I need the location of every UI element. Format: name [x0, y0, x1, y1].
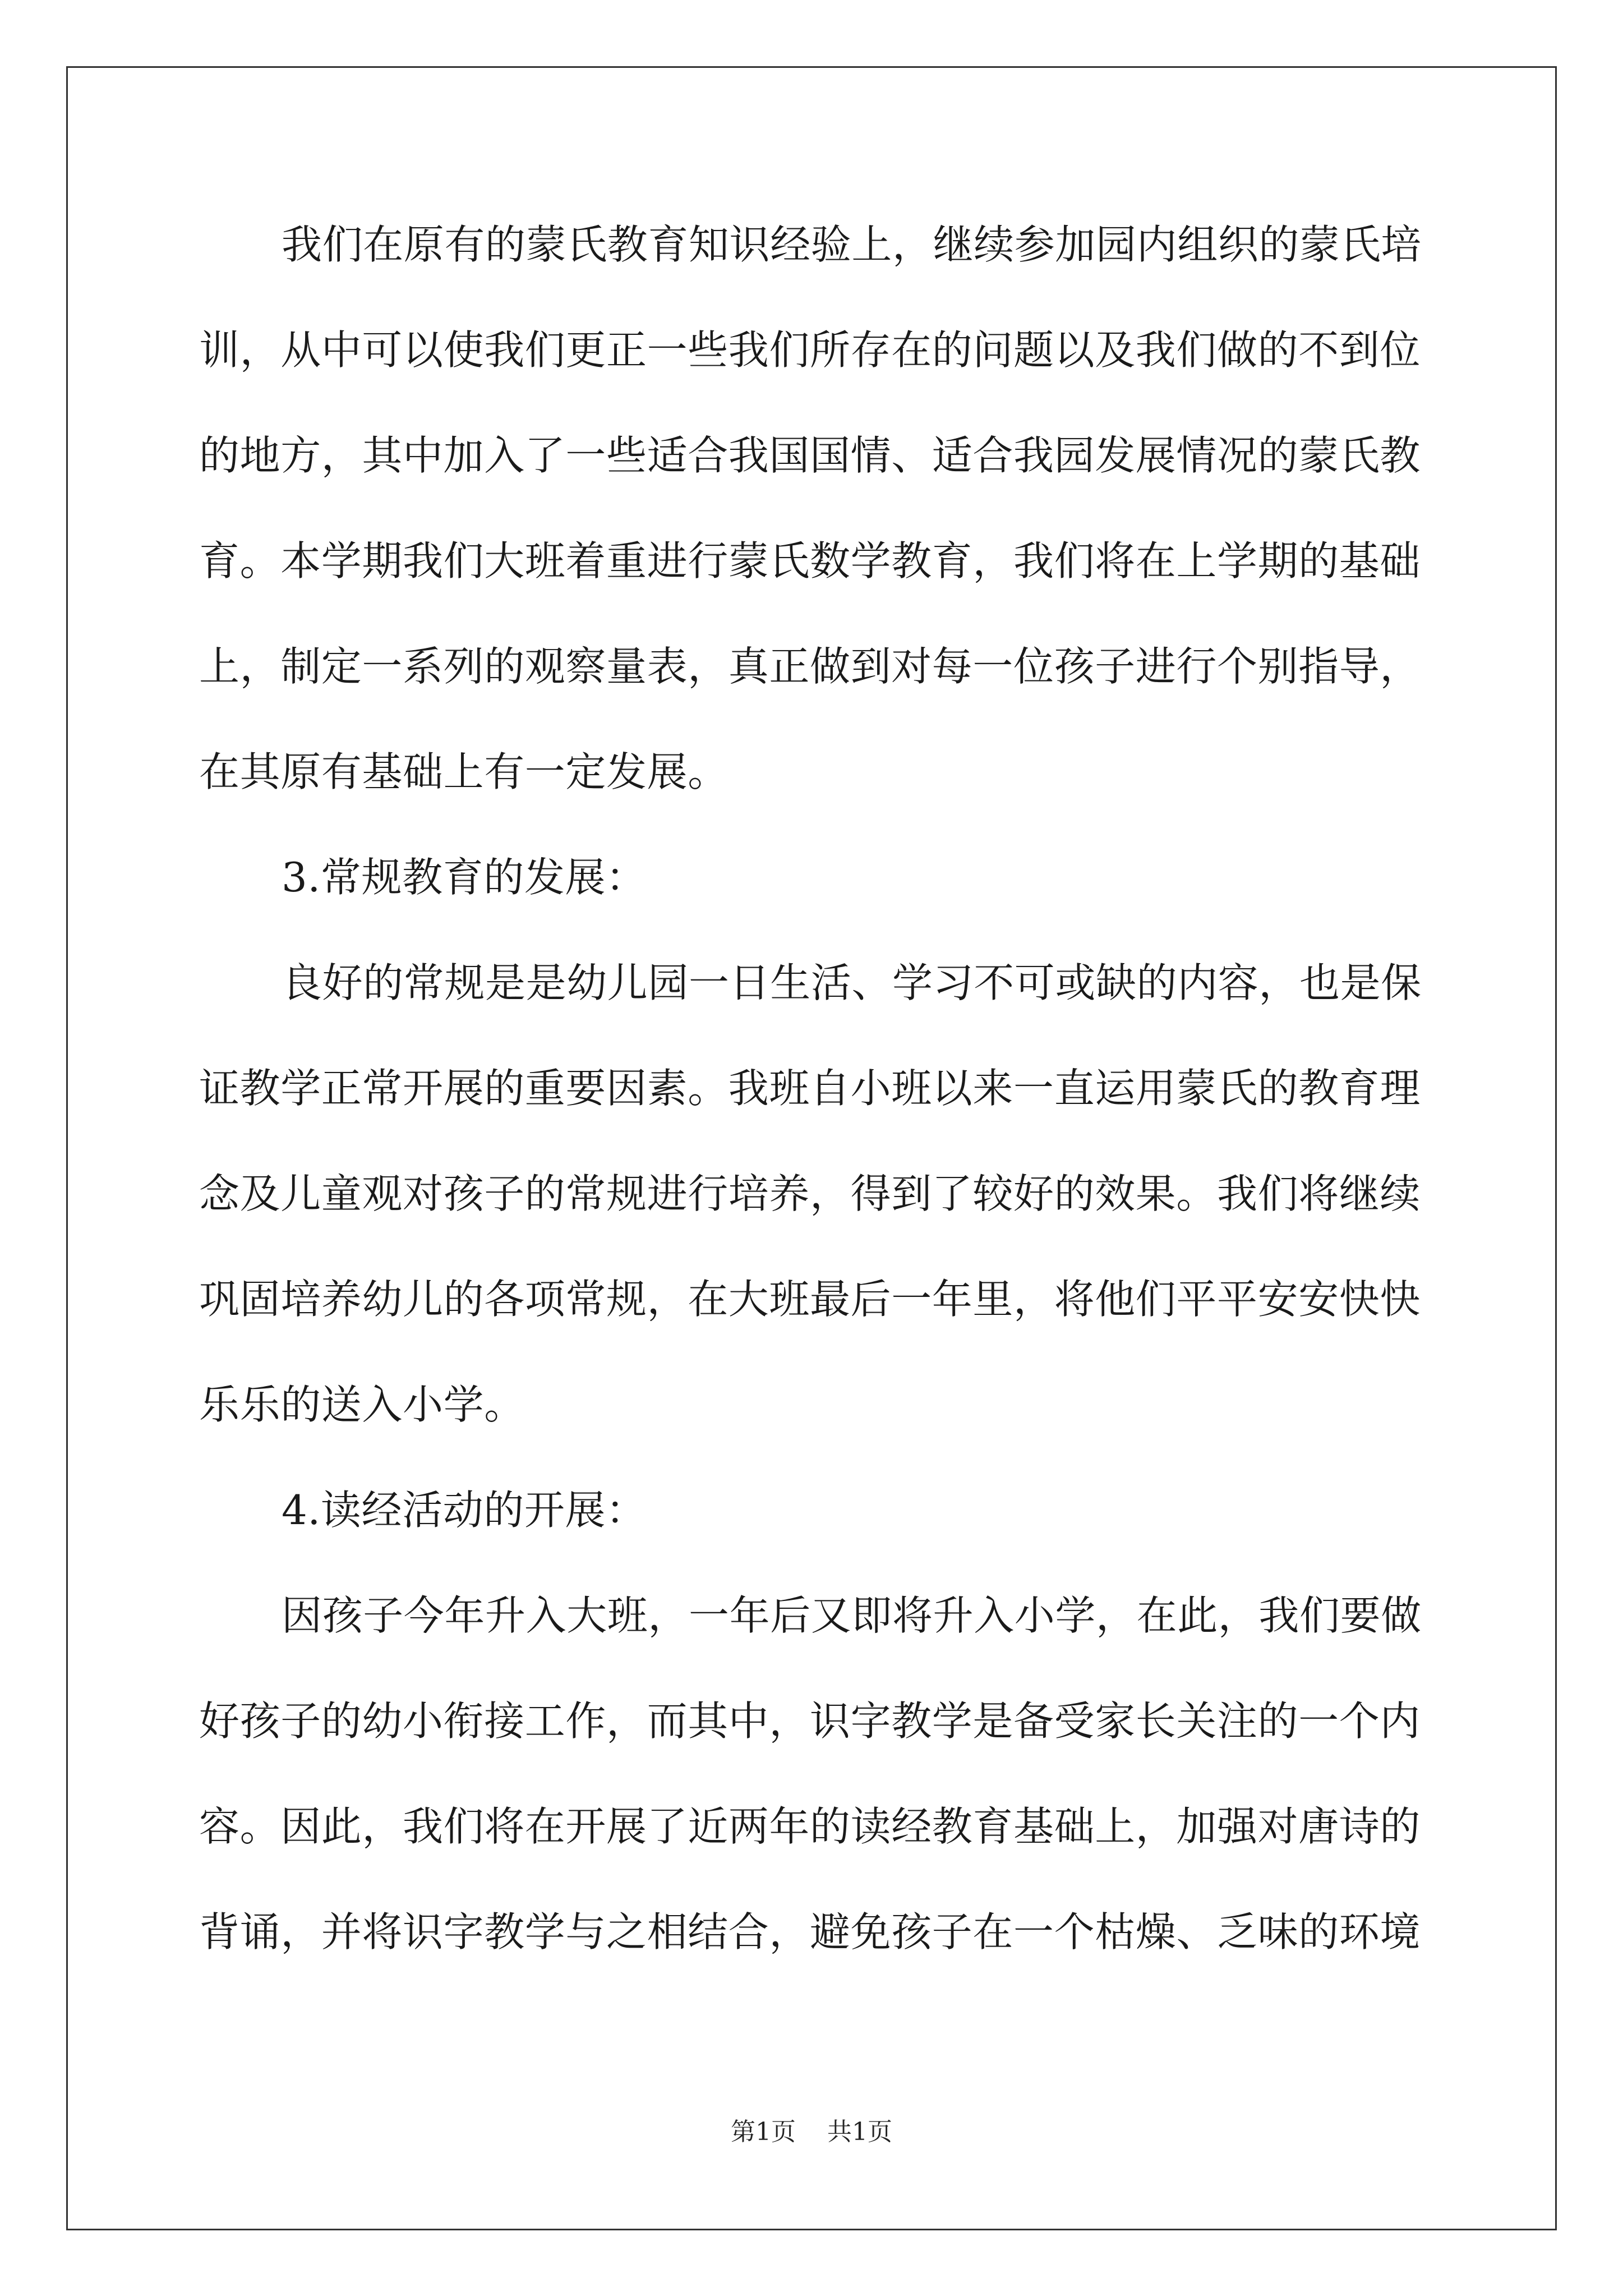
document-body: [199, 209, 1424, 2001]
text-line: 的地方，其中加入了一些适合我国国情、适合我园发展情况的蒙氏教: [199, 432, 1421, 479]
section-heading: 4.读经活动的开展：: [282, 1487, 647, 1534]
text-line: 证教学正常开展的重要因素。我班自小班以来一直运用蒙氏的教育理: [199, 1065, 1421, 1112]
text-line: 训，从中可以使我们更正一些我们所存在的问题以及我们做的不到位: [199, 326, 1421, 374]
text-line: 背诵，并将识字教学与之相结合，避免孩子在一个枯燥、乏味的环境: [199, 1908, 1421, 1955]
section-heading: 3.常规教育的发展：: [282, 854, 647, 901]
text-line: 巩固培养幼儿的各项常规，在大班最后一年里，将他们平平安安快快: [199, 1276, 1421, 1323]
text-line: 上，制定一系列的观察量表，真正做到对每一位孩子进行个别指导，: [199, 643, 1421, 690]
page-number-total: 共1页: [827, 2118, 892, 2146]
text-line: 容。因此，我们将在开展了近两年的读经教育基础上，加强对唐诗的: [199, 1803, 1421, 1850]
text-line: 良好的常规是是幼儿园一日生活、学习不可或缺的内容，也是保: [282, 959, 1422, 1006]
text-line: 念及儿童观对孩子的常规进行培养，得到了较好的效果。我们将继续: [199, 1170, 1421, 1217]
page-footer: [0, 2115, 1623, 2149]
text-line: 我们在原有的蒙氏教育知识经验上，继续参加园内组织的蒙氏培: [282, 221, 1422, 268]
text-line: 乐乐的送入小学。: [199, 1381, 525, 1428]
text-line: 在其原有基础上有一定发展。: [199, 748, 728, 795]
text-line: 好孩子的幼小衔接工作，而其中，识字教学是备受家长关注的一个内: [199, 1697, 1421, 1745]
page-number-current: 第1页: [731, 2118, 796, 2146]
text-line: 育。本学期我们大班着重进行蒙氏数学教育，我们将在上学期的基础: [199, 537, 1421, 585]
text-line: 因孩子今年升入大班，一年后又即将升入小学，在此，我们要做: [282, 1592, 1422, 1639]
